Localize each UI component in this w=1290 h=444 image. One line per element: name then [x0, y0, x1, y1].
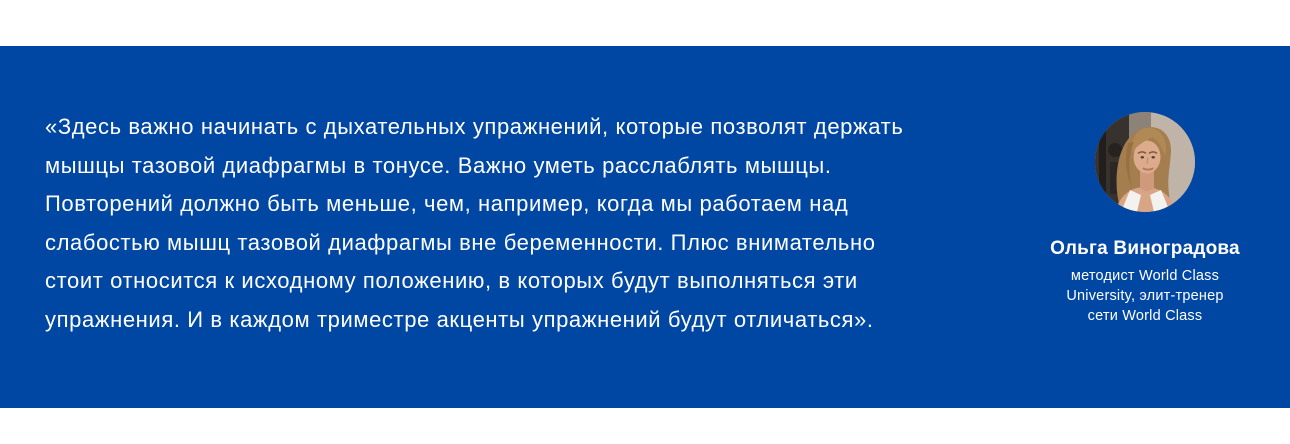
person-title	[1020, 266, 1270, 326]
quote-line: слабостью мышц тазовой диафрагмы вне беременности. Плюс внимательно	[45, 229, 876, 255]
quote-line: мышцы тазовой диафрагмы в тонусе. Важно уметь расслаблять мышцы.	[45, 152, 832, 178]
quote-banner	[0, 46, 1290, 408]
quote-line: «Здесь важно начинать с дыхательных упражнений, которые позволят держать	[45, 114, 904, 139]
quote-line: стоит относится к исходному положению, в которых будут выполняться эти	[45, 268, 858, 294]
quote-line: упражнения. И в каждом триместре акценты упражнений будут отличаться».	[45, 306, 874, 332]
quote-text	[45, 108, 1010, 340]
avatar	[1095, 112, 1195, 212]
person-photo-icon	[1095, 112, 1195, 212]
person-card	[1020, 112, 1270, 326]
quote-line: Повторений должно быть меньше, чем, например, когда мы работаем над	[45, 191, 849, 217]
person-title-line: сети World Class	[1087, 308, 1203, 324]
person-title-line: University, элит-тренер	[1066, 288, 1224, 304]
person-name: Ольга Виноградова	[1050, 238, 1240, 259]
person-title-line: методист World Class	[1070, 268, 1220, 284]
